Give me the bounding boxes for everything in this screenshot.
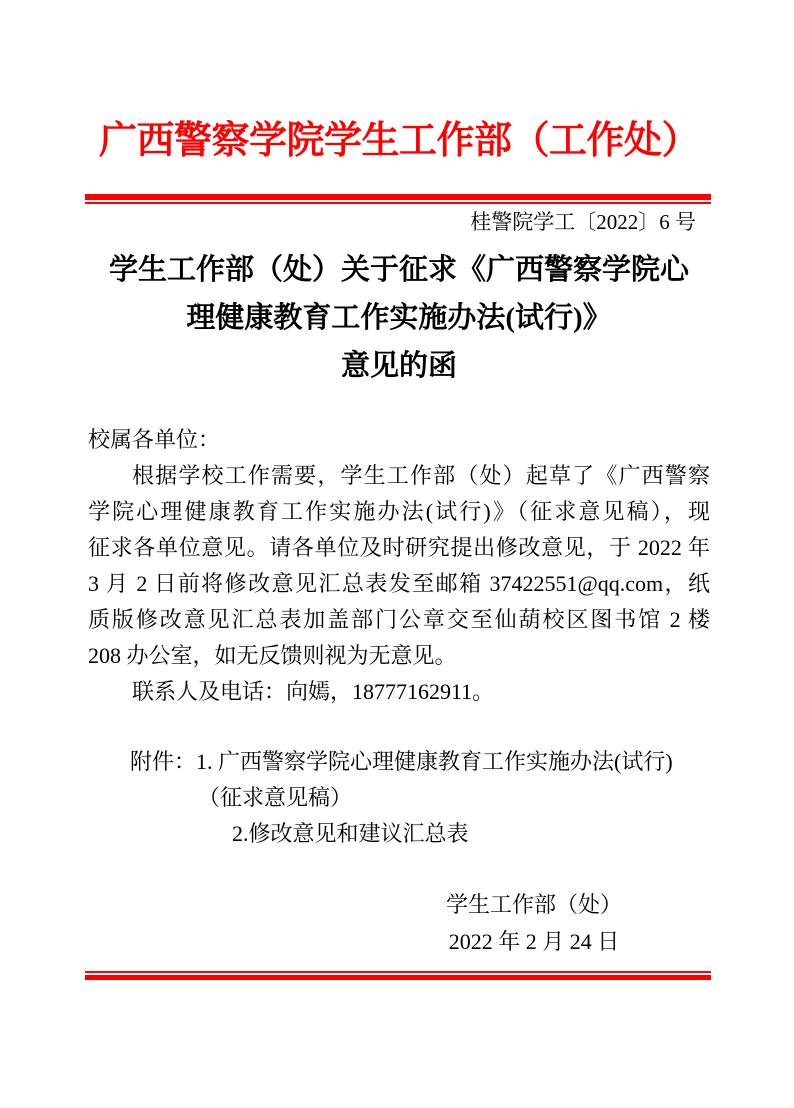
attachment-item-1-continued: （征求意见稿）: [198, 785, 353, 810]
body-line: 3 月 2 日前将修改意见汇总表发至邮箱 37422551@qq.com，纸: [88, 571, 710, 596]
attachment-item-2: 2.修改意见和建议汇总表: [232, 821, 469, 846]
document-body: [88, 422, 710, 710]
attachment-item-1: 附件：1. 广西警察学院心理健康教育工作实施办法(试行): [130, 749, 673, 774]
document-title-line-3: 意见的函: [340, 350, 457, 382]
attachments-list: [88, 744, 710, 852]
document-title-line-1: 学生工作部（处）关于征求《广西警察学院心: [108, 254, 689, 286]
salutation: 校属各单位：: [88, 427, 221, 452]
contact-line: 联系人及电话：向嫣，18777162911。: [132, 679, 495, 704]
document-title-line-2: 理健康教育工作实施办法(试行)》: [186, 302, 612, 334]
footer-rule: [85, 971, 711, 980]
body-line: 征求各单位意见。请各单位及时研究提出修改意见，于 2022 年: [88, 535, 710, 560]
letterhead-rule: [85, 194, 711, 204]
footer-rule-thick-line: [85, 975, 711, 980]
signature-inner: [446, 886, 622, 960]
signature-date: 2022 年 2 月 24 日: [448, 929, 620, 954]
letterhead-rule-thin-line: [85, 202, 711, 204]
body-line: 根据学校工作需要，学生工作部（处）起草了《广西警察: [132, 463, 710, 488]
letterhead-org-title: 广西警察学院学生工作部（工作处）: [98, 120, 699, 162]
body-line: 学院心理健康教育工作实施办法(试行)》（征求意见稿），现: [88, 499, 710, 524]
signature-department: 学生工作部（处）: [445, 892, 622, 917]
body-line: 208 办公室，如无反馈则视为无意见。: [88, 643, 457, 668]
body-line: 质版修改意见汇总表加盖部门公章交至仙葫校区图书馆 2 楼: [88, 607, 710, 632]
document-number: 桂警院学工〔2022〕6 号: [470, 210, 696, 234]
document-title: [88, 246, 710, 390]
signature-block: [88, 886, 710, 960]
